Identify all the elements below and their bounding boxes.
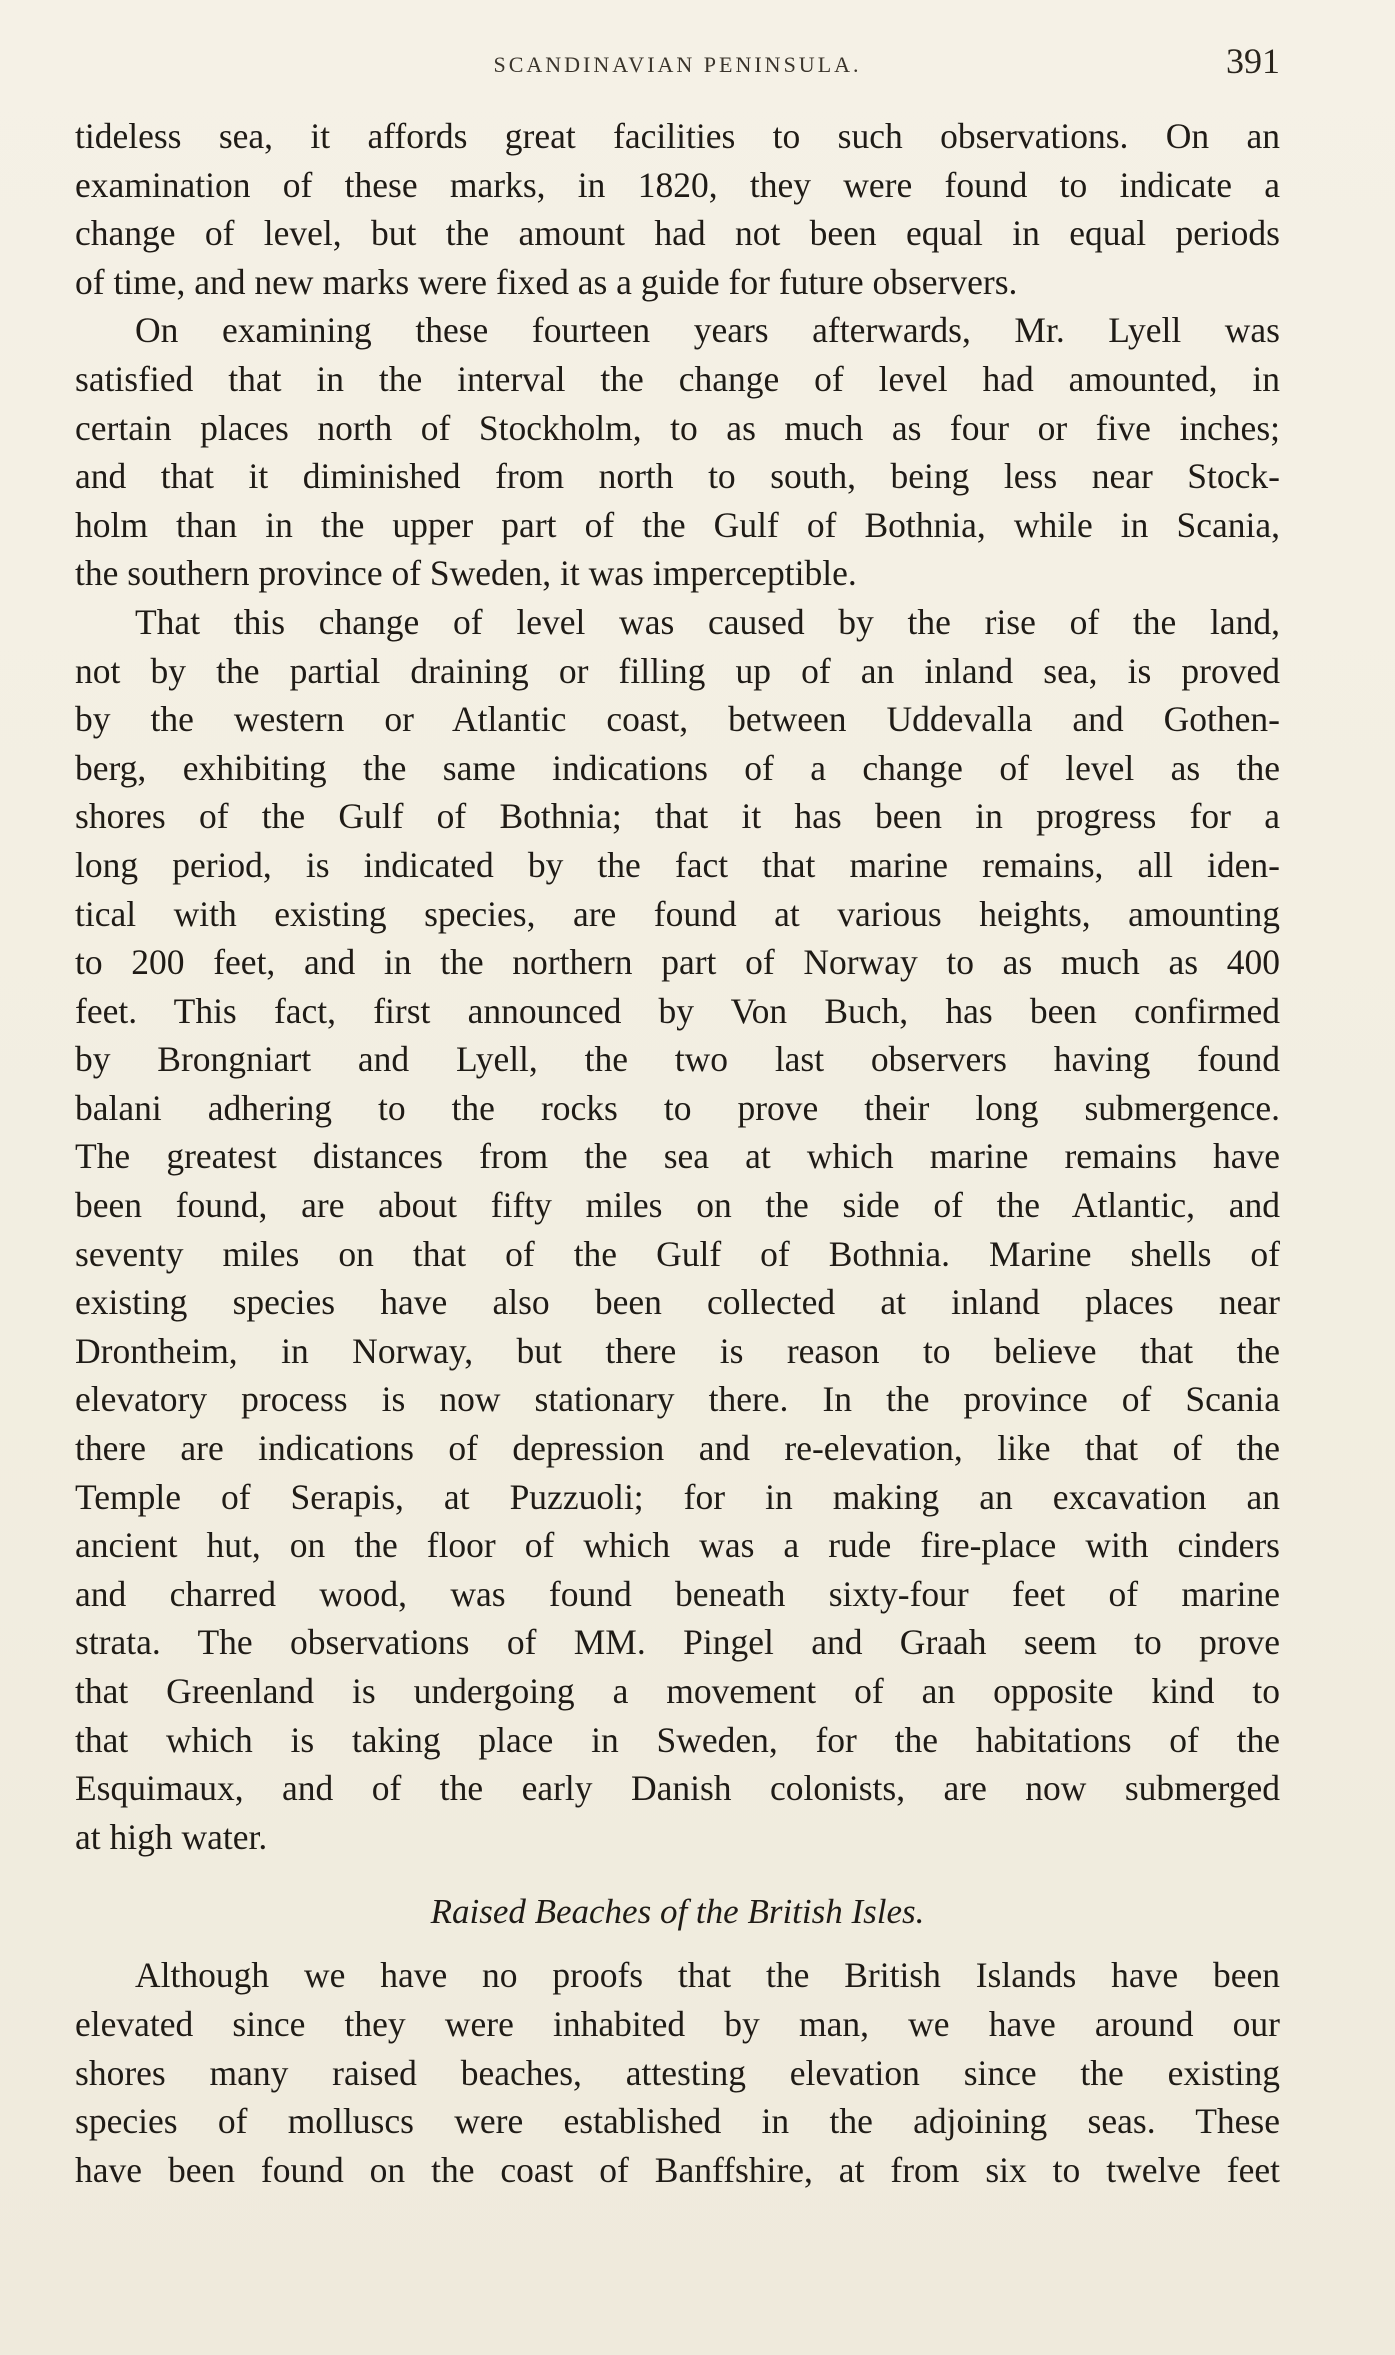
running-head	[75, 40, 1280, 80]
body-text	[75, 112, 1280, 2194]
text-line: elevatory process is now stationary there. In the province of Scania	[75, 1379, 1280, 1420]
running-head-title: SCANDINAVIAN PENINSULA.	[493, 52, 862, 77]
text-line: examination of these marks, in 1820, they were found to indicate a	[75, 164, 1280, 205]
text-line: and charred wood, was found beneath sixty-four feet of marine	[75, 1573, 1280, 1614]
text-line: seventy miles on that of the Gulf of Bothnia. Marine shells of	[75, 1233, 1280, 1274]
text-line: by the western or Atlantic coast, between Uddevalla and Gothen-	[75, 699, 1280, 740]
page-number: 391	[1226, 41, 1280, 81]
text-line: that which is taking place in Sweden, for the habitations of the	[75, 1719, 1280, 1760]
text-line: existing species have also been collected at inland places near	[75, 1282, 1280, 1323]
text-line: by Brongniart and Lyell, the two last observers having found	[75, 1039, 1280, 1080]
text-line: species of molluscs were established in the adjoining seas. These	[75, 2101, 1280, 2142]
text-line: long period, is indicated by the fact that marine remains, all iden-	[75, 844, 1280, 885]
text-line: Although we have no proofs that the British Islands have been	[135, 1955, 1280, 1996]
text-line: Temple of Serapis, at Puzzuoli; for in making an excavation an	[75, 1476, 1280, 1517]
text-line: the southern province of Sweden, it was imperceptible.	[75, 553, 857, 594]
text-line: shores of the Gulf of Bothnia; that it has been in progress for a	[75, 796, 1280, 837]
text-line: that Greenland is undergoing a movement of an opposite kind to	[75, 1671, 1280, 1711]
section-heading: Raised Beaches of the British Isles.	[430, 1892, 925, 1932]
text-line: balani adhering to the rocks to prove their long submergence.	[75, 1087, 1280, 1128]
text-line: Drontheim, in Norway, but there is reason to believe that the	[75, 1330, 1280, 1371]
text-line: change of level, but the amount had not been equal in equal periods	[75, 213, 1280, 254]
text-line: shores many raised beaches, attesting elevation since the existing	[75, 2052, 1280, 2093]
text-line: The greatest distances from the sea at which marine remains have	[75, 1136, 1280, 1177]
text-line: and that it diminished from north to south, being less near Stock-	[75, 456, 1280, 497]
text-line: of time, and new marks were fixed as a guide for future observers.	[75, 261, 1018, 302]
text-line: been found, are about fifty miles on the side of the Atlantic, and	[75, 1185, 1280, 1226]
text-line: tical with existing species, are found at various heights, amounting	[75, 893, 1280, 934]
text-line: at high water.	[75, 1816, 268, 1857]
text-line: satisfied that in the interval the change of level had amounted, in	[75, 358, 1280, 399]
text-line: strata. The observations of MM. Pingel and Graah seem to prove	[75, 1622, 1280, 1663]
text-line: elevated since they were inhabited by man, we have around our	[75, 2003, 1280, 2044]
text-line: certain places north of Stockholm, to as much as four or five inches;	[75, 407, 1280, 448]
text-line: not by the partial draining or filling up of an inland sea, is proved	[75, 650, 1280, 691]
text-line: to 200 feet, and in the northern part of Norway to as much as 400	[75, 942, 1280, 983]
text-line: Esquimaux, and of the early Danish colonists, are now submerged	[75, 1768, 1280, 1809]
text-line: feet. This fact, first announced by Von Buch, has been confirmed	[75, 990, 1280, 1031]
text-line: That this change of level was caused by the rise of the land,	[135, 601, 1280, 642]
text-line: ancient hut, on the floor of which was a rude fire-place with cinders	[75, 1525, 1280, 1566]
text-line: have been found on the coast of Banffshire, at from six to twelve feet	[75, 2149, 1280, 2190]
text-line: tideless sea, it affords great facilities to such observations. On an	[75, 116, 1280, 156]
text-line: there are indications of depression and re-elevation, like that of the	[75, 1428, 1280, 1469]
text-line: berg, exhibiting the same indications of a change of level as the	[75, 747, 1280, 788]
text-line: holm than in the upper part of the Gulf of Bothnia, while in Scania,	[75, 504, 1280, 545]
text-line: On examining these fourteen years afterwards, Mr. Lyell was	[135, 310, 1280, 351]
